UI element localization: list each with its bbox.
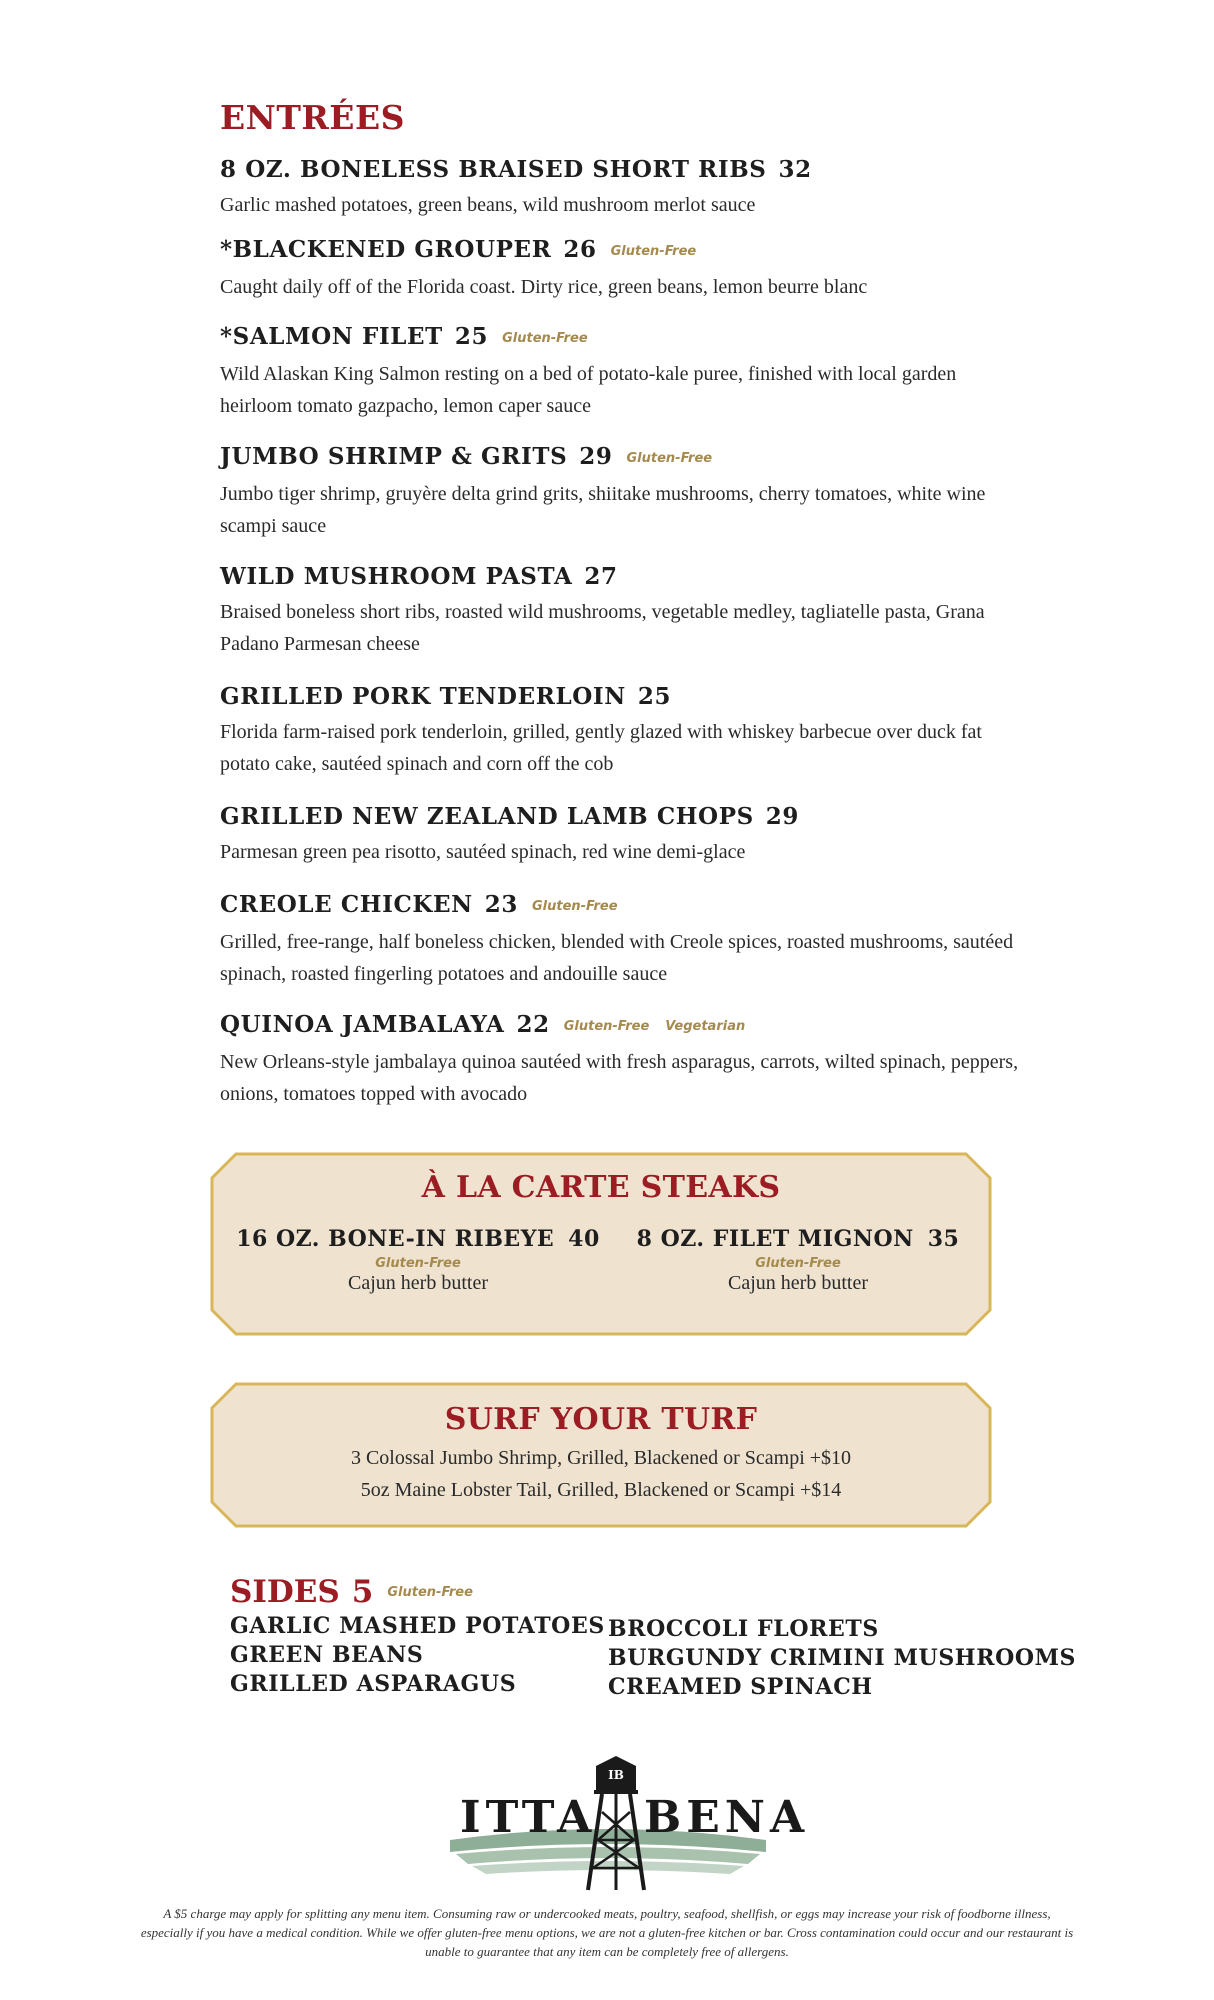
steaks-title: À LA CARTE STEAKS	[421, 1170, 781, 1205]
steak-item	[608, 1226, 988, 1295]
item-description: Florida farm-raised pork tenderloin, grilled, gently glazed with whiskey barbecue over duck fat potato cake, sautéed spinach and corn off the cob	[220, 721, 982, 775]
menu-item	[220, 442, 1020, 542]
item-price: 29	[579, 443, 613, 470]
side-item: GRILLED ASPARAGUS	[230, 1671, 517, 1697]
steaks-box	[208, 1150, 994, 1338]
steak-name: 8 OZ. FILET MIGNON	[636, 1226, 914, 1252]
steak-description: Cajun herb butter	[348, 1272, 488, 1294]
gluten-free-tag: Gluten-Free	[502, 331, 588, 346]
item-description: Parmesan green pea risotto, sautéed spinach, red wine demi-glace	[220, 841, 746, 863]
sides-label: SIDES	[230, 1574, 340, 1610]
surf-title: SURF YOUR TURF	[444, 1402, 758, 1437]
item-price: 26	[563, 236, 597, 263]
item-price: 25	[454, 323, 489, 350]
logo-text-left: ITTA	[460, 1792, 597, 1843]
item-name: QUINOA JAMBALAYA	[220, 1011, 505, 1038]
item-description: Jumbo tiger shrimp, gruyère delta grind grits, shiitake mushrooms, cherry tomatoes, white wine scampi sauce	[220, 483, 986, 537]
item-price: 27	[584, 563, 618, 590]
menu-item	[220, 1010, 1020, 1110]
side-item: BROCCOLI FLORETS	[608, 1616, 879, 1642]
item-price: 25	[637, 683, 672, 710]
item-description: Grilled, free-range, half boneless chicken, blended with Creole spices, roasted mushrooms, sautéed spinach, roasted fingerling potatoes and andouille sauce	[220, 931, 1014, 985]
gluten-free-tag: Gluten-Free	[610, 244, 697, 259]
menu-item	[220, 322, 1020, 422]
steak-description: Cajun herb butter	[728, 1272, 868, 1294]
menu-item	[220, 890, 1020, 990]
steak-price: 35	[927, 1226, 960, 1252]
item-description: Wild Alaskan King Salmon resting on a bed of potato-kale puree, finished with local garden heirloom tomato gazpacho, lemon caper sauce	[220, 363, 957, 417]
item-name: WILD MUSHROOM PASTA	[220, 563, 573, 590]
item-description: Braised boneless short ribs, roasted wild mushrooms, vegetable medley, tagliatelle pasta, Grana Padano Parmesan cheese	[220, 601, 985, 655]
surf-box	[208, 1380, 994, 1530]
item-name: GRILLED NEW ZEALAND LAMB CHOPS	[220, 803, 754, 830]
logo-badge: IB	[608, 1768, 624, 1782]
item-price: 32	[778, 156, 812, 183]
logo-text-right: BENA	[644, 1792, 810, 1843]
entrees-title: ENTRÉES	[220, 98, 405, 137]
menu-item	[220, 802, 1020, 868]
item-name: *SALMON FILET	[220, 323, 443, 350]
item-description: Caught daily off of the Florida coast. Dirty rice, green beans, lemon beurre blanc	[220, 276, 868, 298]
steak-price: 40	[568, 1226, 600, 1252]
menu-item	[220, 562, 1020, 660]
side-item: GREEN BEANS	[230, 1642, 424, 1668]
menu-item	[220, 155, 1020, 221]
item-price: 22	[516, 1011, 550, 1038]
itta-bena-logo	[448, 1752, 810, 1892]
steak-name: 16 OZ. BONE-IN RIBEYE	[236, 1226, 555, 1252]
menu-item	[220, 235, 1020, 303]
gluten-free-tag: Gluten-Free	[375, 1256, 461, 1271]
item-price: 23	[484, 891, 518, 918]
vegetarian-tag: Vegetarian	[665, 1019, 746, 1034]
steak-item	[228, 1226, 608, 1295]
gluten-free-tag: Gluten-Free	[563, 1019, 650, 1034]
gluten-free-tag: Gluten-Free	[531, 899, 618, 914]
sides-list-left	[230, 1612, 605, 1699]
gluten-free-tag: Gluten-Free	[387, 1585, 473, 1600]
side-item: CREAMED SPINACH	[608, 1674, 873, 1700]
surf-option: 5oz Maine Lobster Tail, Grilled, Blackened or Scampi +$14	[360, 1479, 842, 1501]
sides-list-right	[608, 1615, 1076, 1702]
sides-price: 5	[351, 1574, 374, 1610]
item-description: Garlic mashed potatoes, green beans, wild mushroom merlot sauce	[220, 194, 756, 216]
gluten-free-tag: Gluten-Free	[755, 1256, 841, 1271]
side-item: BURGUNDY CRIMINI MUSHROOMS	[608, 1645, 1077, 1671]
item-name: GRILLED PORK TENDERLOIN	[220, 683, 626, 710]
item-name: CREOLE CHICKEN	[220, 891, 473, 918]
item-name: *BLACKENED GROUPER	[220, 236, 552, 263]
sides-title	[230, 1574, 473, 1610]
surf-option: 3 Colossal Jumbo Shrimp, Grilled, Blackened or Scampi +$10	[350, 1447, 852, 1469]
item-description: New Orleans-style jambalaya quinoa sautéed with fresh asparagus, carrots, wilted spinach, peppers, onions, tomatoes topped with avocado	[220, 1051, 1019, 1105]
footnote-disclaimer: A $5 charge may apply for splitting any menu item. Consuming raw or undercooked meats, poultry, seafood, shellfish, or eggs may increase your risk of foodborne illness, especially if you have a medical condition. While we offer gluten-free menu options, we are not a gluten-free kitchen or bar. Cross contamination could occur and our restaurant is unable to guarantee that any item can be completely free of allergens.	[140, 1906, 1074, 1959]
side-item: GARLIC MASHED POTATOES	[230, 1613, 605, 1639]
gluten-free-tag: Gluten-Free	[626, 451, 713, 466]
item-name: JUMBO SHRIMP & GRITS	[220, 443, 568, 470]
item-price: 29	[765, 803, 800, 830]
menu-item	[220, 682, 1020, 780]
item-name: 8 OZ. BONELESS BRAISED SHORT RIBS	[220, 156, 767, 183]
